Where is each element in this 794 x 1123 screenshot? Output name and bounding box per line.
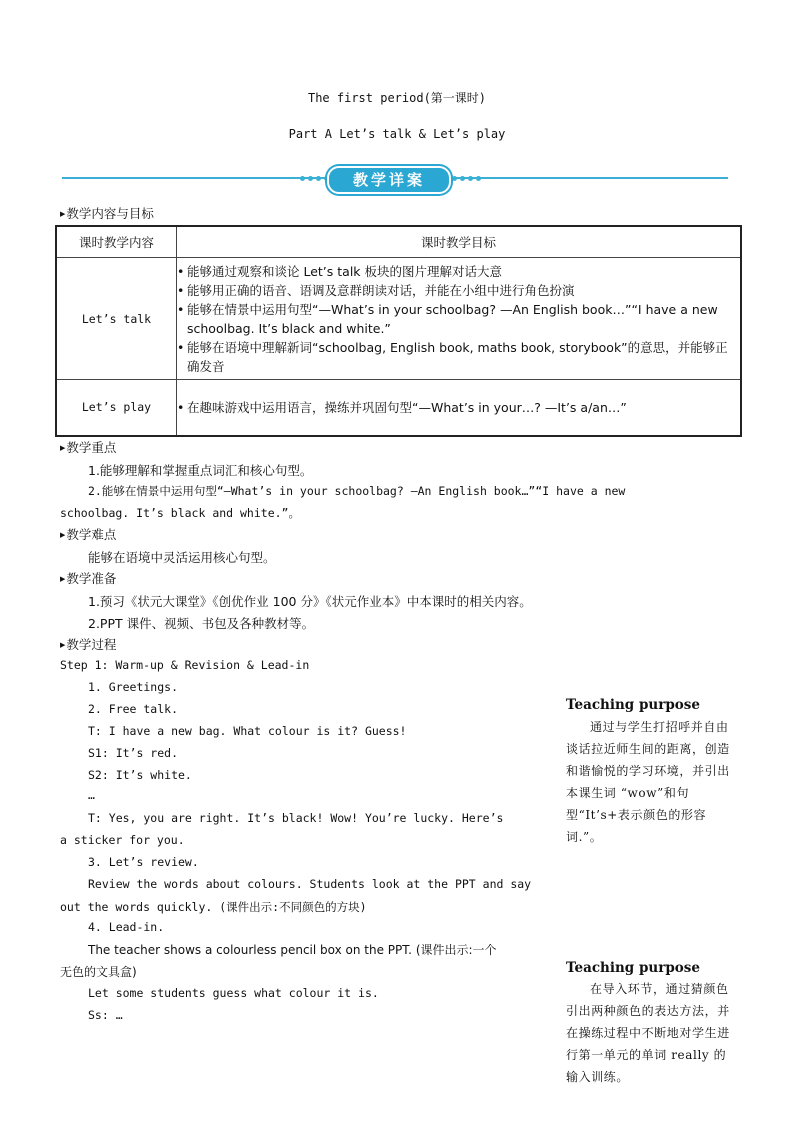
section-heading-difficulties: ▶ 教学难点: [60, 525, 116, 543]
process-line: 2. Free talk.: [88, 702, 179, 716]
process-line: 3. Let’s review.: [88, 855, 199, 869]
goal-item: • 能够通过观察和谈论 Let’s talk 板块的图片理解对话大意: [177, 262, 740, 281]
page-subtitle: Part A Let’s talk & Let’s play: [288, 127, 506, 141]
key-point-line: 2.能够在情景中运用句型“—What’s in your schoolbag? —An English book…”“I have a new: [88, 484, 626, 498]
process-line: Let some students guess what colour it is.: [88, 986, 379, 1000]
table-header-content: 课时教学内容: [56, 226, 177, 258]
goal-item: • 能够用正确的语音、语调及意群朗读对话，并能在小组中进行角色扮演: [177, 281, 740, 300]
banner-dots-right: [452, 174, 481, 182]
key-point-line: 1.能够理解和掌握重点词汇和核心句型。: [88, 463, 313, 478]
preparation-line: 2.PPT 课件、视频、书包及各种教材等。: [88, 616, 315, 631]
goals-table: [55, 225, 742, 437]
sidebar-note-title: Teaching purpose: [566, 960, 700, 976]
goal-item: • 在趣味游戏中运用语言，操练并巩固句型“—What’s in your…? —It’s a/an…”: [177, 398, 740, 417]
goal-item: • 能够在语境中理解新词“schoolbag, English book, maths book, storybook”的意思，并能够正确发音: [177, 338, 740, 376]
sidebar-note-text: 通过与学生打招呼并自由谈话拉近师生间的距离，创造和谐愉悦的学习环境，并引出本课生词 “wow”和句型“It’s+表示颜色的形容词.”。: [566, 720, 730, 844]
table-cell-goals: [177, 380, 742, 436]
sidebar-note-title: Teaching purpose: [566, 697, 700, 713]
table-header-goals: 课时教学目标: [177, 226, 742, 258]
process-line: out the words quickly. (课件出示:不同颜色的方块): [60, 900, 367, 914]
process-line: T: I have a new bag. What colour is it? Guess!: [88, 724, 407, 738]
table-row: [56, 258, 741, 380]
goal-item: • 能够在情景中运用句型“—What’s in your schoolbag? —An English book…”“I have a new schoolbag. It’s black and white.”: [177, 300, 740, 338]
process-line: S2: It’s white.: [88, 768, 192, 782]
section-heading-process: ▶ 教学过程: [60, 635, 116, 653]
table-cell-content: Let’s play: [56, 380, 177, 436]
process-line: The teacher shows a colourless pencil box on the PPT. (课件出示:一个: [88, 943, 497, 957]
section-heading-content-goals: ▶ 教学内容与目标: [60, 204, 154, 222]
process-line: S1: It’s red.: [88, 746, 179, 760]
section-heading-key-points: ▶ 教学重点: [60, 438, 116, 456]
process-line: 无色的文具盒): [60, 965, 137, 979]
process-line: 1. Greetings.: [88, 680, 179, 694]
sidebar-note-text: 在导入环节，通过猜颜色引出两种颜色的表达方法，并在操练过程中不断地对学生进行第一单元的单词 really 的输入训练。: [566, 982, 730, 1084]
process-line: Review the words about colours. Students look at the PPT and say: [88, 877, 532, 891]
preparation-line: 1.预习《状元大课堂》《创优作业 100 分》《状元作业本》中本课时的相关内容。: [88, 594, 532, 609]
difficulty-text: 能够在语境中灵活运用核心句型。: [88, 550, 276, 565]
process-line: T: Yes, you are right. It’s black! Wow! You’re lucky. Here’s: [88, 811, 504, 825]
banner-label: 教学详案: [327, 166, 451, 194]
process-line: 4. Lead-in.: [88, 920, 165, 934]
process-line: Ss: …: [88, 1008, 123, 1022]
step-heading: Step 1: Warm-up & Revision & Lead-in: [60, 658, 310, 672]
page-title: The first period(第一课时): [307, 91, 487, 105]
table-cell-content: Let’s talk: [56, 258, 177, 380]
banner-dots-left: [300, 174, 329, 182]
process-line: a sticker for you.: [60, 833, 185, 847]
table-cell-goals: [177, 258, 742, 380]
table-row: [56, 380, 741, 436]
section-heading-preparation: ▶ 教学准备: [60, 569, 116, 587]
process-line: …: [88, 788, 95, 802]
key-point-line: schoolbag. It’s black and white.”。: [60, 506, 300, 520]
